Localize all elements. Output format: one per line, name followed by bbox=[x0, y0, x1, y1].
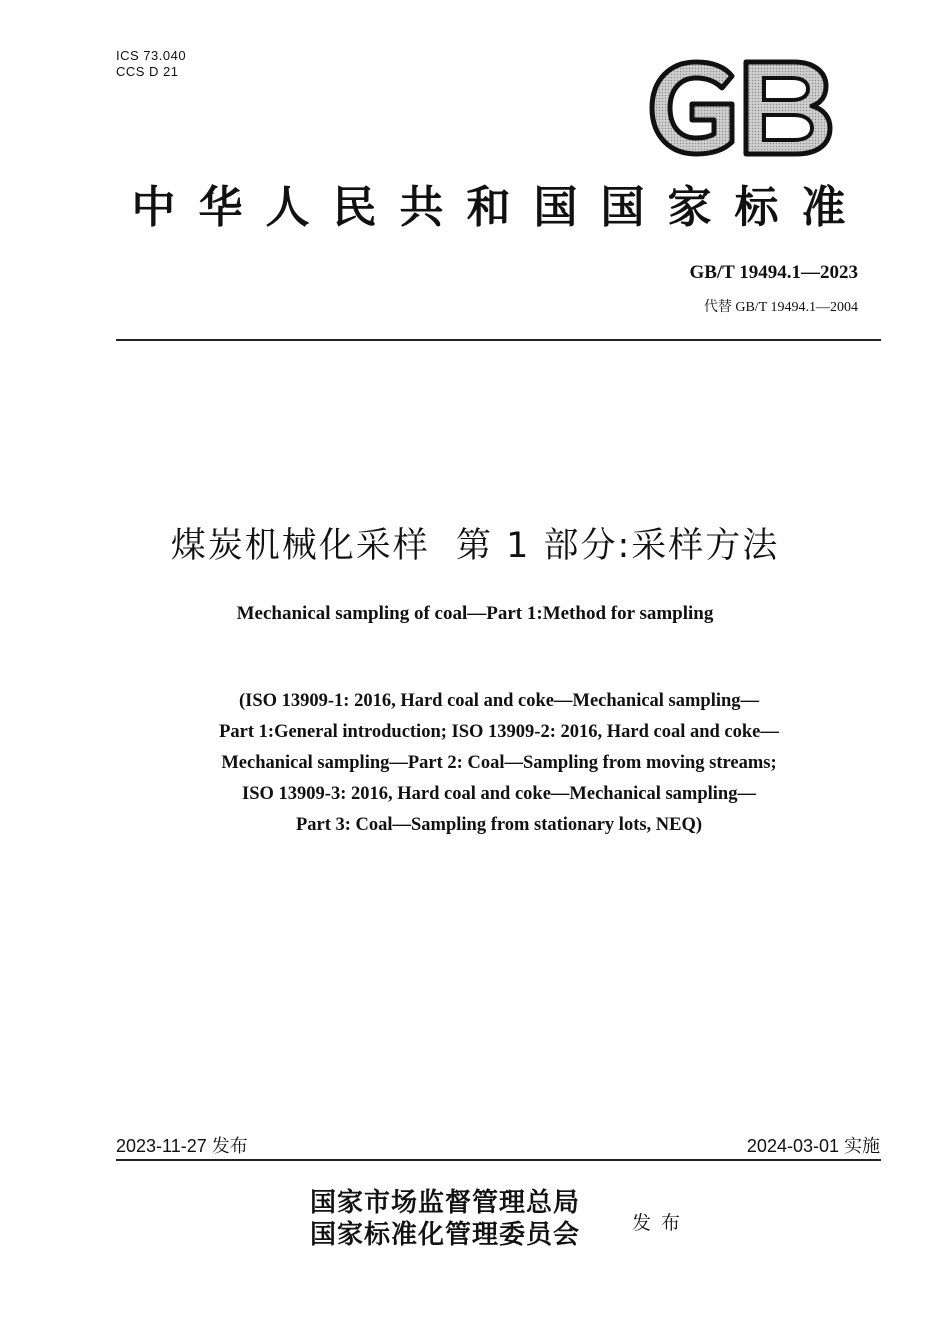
iso-line: Part 1:General introduction; ISO 13909-2: 2016, Hard coal and coke— bbox=[219, 722, 779, 742]
iso-line: ISO 13909-3: 2016, Hard coal and coke—Mechanical sampling— bbox=[242, 784, 756, 804]
classification-codes bbox=[116, 48, 186, 80]
footer-divider bbox=[116, 1159, 881, 1161]
gb-logo bbox=[646, 58, 834, 158]
header-divider bbox=[116, 339, 881, 341]
iso-line: (ISO 13909-1: 2016, Hard coal and coke—Mechanical sampling— bbox=[238, 691, 760, 711]
ics-code: ICS 73.040 bbox=[116, 48, 187, 63]
ccs-code: CCS D 21 bbox=[116, 64, 179, 79]
publish-label: 发布 bbox=[632, 1212, 691, 1234]
iso-equivalence-note bbox=[120, 686, 878, 841]
replaces-standard: 代替 GB/T 19494.1—2004 bbox=[703, 300, 858, 315]
issuer-samr: 国家市场监督管理总局 bbox=[310, 1188, 581, 1218]
iso-line: Part 3: Coal—Sampling from stationary lots, NEQ) bbox=[295, 815, 703, 835]
national-standard-title: 中华人民共和国国家标准 bbox=[131, 182, 869, 233]
standard-number: GB/T 19494.1—2023 bbox=[689, 262, 858, 283]
iso-line: Mechanical sampling—Part 2: Coal—Sampling from moving streams; bbox=[221, 753, 777, 773]
issue-date: 2023-11-27 发布 bbox=[116, 1136, 248, 1156]
implementation-date: 2024-03-01 实施 bbox=[746, 1136, 880, 1156]
english-title: Mechanical sampling of coal—Part 1:Method for sampling bbox=[236, 603, 714, 624]
gb-logo-icon bbox=[646, 58, 834, 158]
issuer-sac: 国家标准化管理委员会 bbox=[310, 1220, 581, 1250]
chinese-title: 煤炭机械化采样 第 1 部分:采样方法 bbox=[170, 526, 780, 566]
issuing-authorities bbox=[310, 1187, 580, 1251]
